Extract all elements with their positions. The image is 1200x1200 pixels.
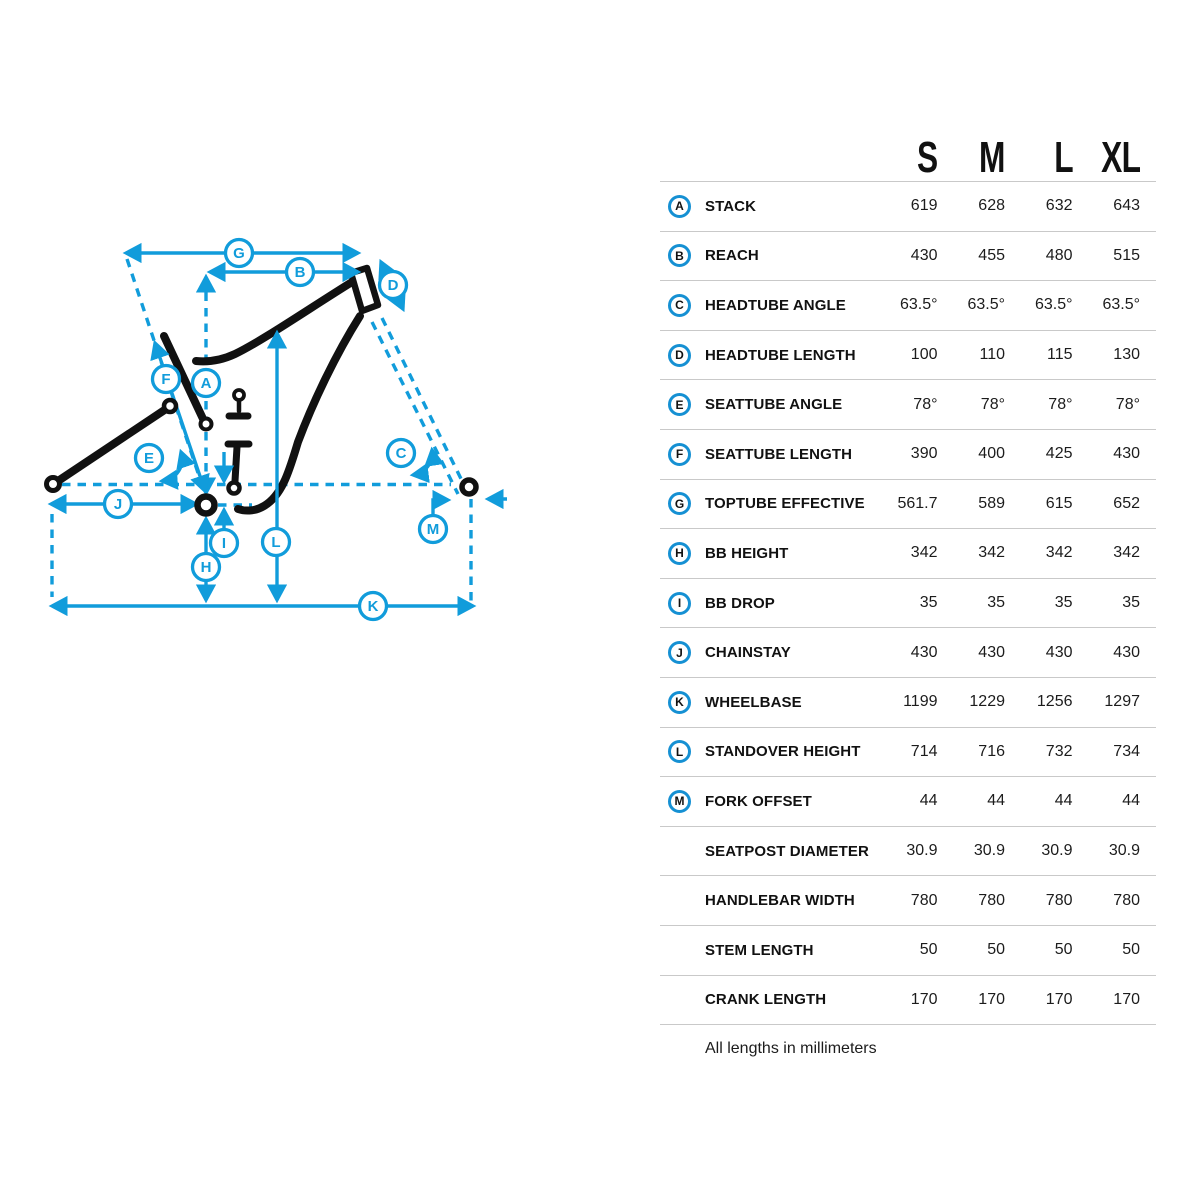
- geometry-table-row: [660, 827, 1156, 877]
- row-value-cell: 1229: [969, 693, 1005, 711]
- svg-text:M: M: [426, 521, 440, 539]
- row-value-cell: 63.5°: [1102, 296, 1140, 314]
- row-value-cell: 1256: [1036, 693, 1073, 711]
- row-value-cell: 589: [978, 494, 1005, 512]
- swingarm-pivot: [164, 400, 176, 412]
- size-header-m: M: [979, 132, 1005, 182]
- row-value-cell: 342: [1045, 544, 1073, 562]
- table-footnote: All lengths in millimeters: [705, 1040, 877, 1058]
- bike-geometry-diagram: [0, 0, 560, 1200]
- row-value-cell: 515: [1113, 246, 1140, 264]
- row-letter-badge: L: [668, 740, 691, 763]
- row-value-cell: 628: [978, 197, 1005, 215]
- row-value-cell: 170: [978, 990, 1005, 1008]
- svg-text:G: G: [233, 245, 245, 263]
- row-value-cell: 643: [1113, 197, 1140, 215]
- row-badge-column: [660, 344, 705, 367]
- row-measurement-label: STANDOVER HEIGHT: [705, 743, 861, 761]
- svg-text:L: L: [271, 534, 281, 552]
- svg-text:C: C: [395, 445, 407, 463]
- row-value-cell: 430: [978, 643, 1005, 661]
- row-value-cell: 50: [1054, 941, 1073, 959]
- shock-eyelet: [229, 483, 240, 494]
- row-value-cell: 632: [1045, 197, 1073, 215]
- row-measurement-label: HANDLEBAR WIDTH: [705, 892, 855, 910]
- geometry-table-row: [660, 579, 1156, 629]
- geometry-table-row: [660, 232, 1156, 282]
- shock-shaft: [235, 447, 237, 481]
- row-measurement-label: BB HEIGHT: [705, 544, 789, 562]
- row-value-cell: 44: [1054, 792, 1073, 810]
- seattube-angle-arc: [162, 452, 182, 481]
- row-value-cell: 780: [1113, 891, 1140, 909]
- fork-offset-leader-arrow: [433, 500, 448, 516]
- row-badge-column: [660, 393, 705, 416]
- row-measurement-label: FORK OFFSET: [705, 792, 812, 810]
- row-value-cell: 63.5°: [1034, 296, 1073, 314]
- row-letter-badge: K: [668, 691, 691, 714]
- row-value-cell: 342: [978, 544, 1005, 562]
- row-value-cell: 30.9: [973, 842, 1005, 860]
- bottom-bracket: [198, 497, 215, 514]
- geometry-table-row: [660, 480, 1156, 530]
- row-letter-badge: I: [668, 592, 691, 615]
- row-letter-badge: H: [668, 542, 691, 565]
- row-value-cell: 78°: [913, 395, 938, 413]
- row-letter-badge: F: [668, 443, 691, 466]
- dim-label-m: [420, 516, 447, 543]
- geometry-table-row: [660, 331, 1156, 381]
- row-badge-column: [660, 443, 705, 466]
- geometry-table-row: [660, 628, 1156, 678]
- table-rows: [660, 182, 1156, 1025]
- row-value-cell: 170: [910, 990, 938, 1008]
- rear-axle: [47, 478, 60, 491]
- row-measurement-label: BB DROP: [705, 594, 775, 612]
- svg-text:I: I: [221, 535, 227, 553]
- geometry-table-row: [660, 529, 1156, 579]
- dim-label-i: [211, 530, 238, 557]
- geometry-table-row: [660, 430, 1156, 480]
- dim-label-d: [380, 272, 407, 299]
- geometry-table-row: [660, 926, 1156, 976]
- row-value-cell: 430: [910, 246, 938, 264]
- row-measurement-label: SEATPOST DIAMETER: [705, 842, 869, 860]
- row-value-cell: 455: [978, 246, 1005, 264]
- row-value-cell: 615: [1045, 494, 1073, 512]
- row-letter-badge: E: [668, 393, 691, 416]
- row-value-cell: 714: [910, 742, 938, 760]
- construction-lines: [52, 259, 471, 601]
- dim-label-h: [193, 554, 220, 581]
- row-value-cell: 1297: [1104, 693, 1140, 711]
- head-tube: [351, 268, 378, 311]
- row-measurement-label: CRANK LENGTH: [705, 991, 827, 1009]
- row-value-cell: 110: [979, 346, 1005, 364]
- geometry-table-row: [660, 976, 1156, 1026]
- row-letter-badge: A: [668, 195, 691, 218]
- row-letter-badge: D: [668, 344, 691, 367]
- geometry-table-row: [660, 876, 1156, 926]
- row-value-cell: 44: [1122, 792, 1140, 810]
- row-value-cell: 35: [919, 594, 938, 612]
- row-value-cell: 63.5°: [899, 296, 938, 314]
- row-badge-column: [660, 294, 705, 317]
- row-value-cell: 425: [1045, 445, 1073, 463]
- svg-text:H: H: [200, 559, 212, 577]
- row-measurement-label: SEATTUBE ANGLE: [705, 396, 843, 414]
- dim-label-a: [193, 370, 220, 397]
- row-value-cell: 30.9: [906, 842, 938, 860]
- dim-label-f: [153, 366, 180, 393]
- row-value-cell: 44: [919, 792, 938, 810]
- svg-text:F: F: [161, 371, 171, 389]
- size-header-l: L: [1053, 132, 1073, 182]
- dim-label-c: [388, 440, 415, 467]
- row-value-cell: 342: [1113, 544, 1140, 562]
- row-value-cell: 50: [987, 941, 1005, 959]
- row-badge-column: [660, 691, 705, 714]
- svg-text:D: D: [387, 277, 399, 295]
- row-value-cell: 1199: [903, 693, 938, 711]
- row-value-cell: 430: [1113, 643, 1140, 661]
- geometry-table-row: [660, 777, 1156, 827]
- row-measurement-label: HEADTUBE LENGTH: [705, 346, 856, 364]
- row-value-cell: 780: [978, 891, 1005, 909]
- row-value-cell: 35: [1122, 594, 1140, 612]
- top-tube: [196, 282, 352, 361]
- seattube-pivot: [201, 419, 212, 430]
- row-measurement-label: WHEELBASE: [705, 693, 802, 711]
- row-measurement-label: SEATTUBE LENGTH: [705, 445, 853, 463]
- row-badge-column: [660, 542, 705, 565]
- row-value-cell: 430: [1045, 643, 1073, 661]
- row-value-cell: 30.9: [1108, 842, 1140, 860]
- svg-text:K: K: [367, 598, 379, 616]
- row-badge-column: [660, 641, 705, 664]
- row-value-cell: 78°: [1048, 395, 1073, 413]
- row-value-cell: 50: [1122, 941, 1140, 959]
- dim-label-e: [136, 445, 163, 472]
- row-value-cell: 400: [978, 445, 1005, 463]
- row-badge-column: [660, 492, 705, 515]
- row-value-cell: 170: [1045, 990, 1073, 1008]
- row-value-cell: 430: [910, 643, 938, 661]
- row-value-cell: 50: [919, 941, 938, 959]
- geometry-table-row: [660, 728, 1156, 778]
- row-value-cell: 130: [1113, 346, 1140, 364]
- row-value-cell: 35: [987, 594, 1005, 612]
- steering-axis-dashed-line: [372, 322, 458, 494]
- row-value-cell: 30.9: [1041, 842, 1073, 860]
- dim-label-g: [226, 240, 253, 267]
- row-value-cell: 780: [910, 891, 938, 909]
- size-header-xl: XL: [1100, 132, 1140, 182]
- row-value-cell: 652: [1113, 494, 1140, 512]
- row-value-cell: 561.7: [897, 494, 938, 512]
- dim-label-j: [105, 491, 132, 518]
- row-value-cell: 35: [1054, 594, 1073, 612]
- row-value-cell: 170: [1113, 990, 1140, 1008]
- row-letter-badge: G: [668, 492, 691, 515]
- front-axle: [462, 480, 476, 494]
- row-measurement-label: TOPTUBE EFFECTIVE: [705, 495, 865, 513]
- row-value-cell: 734: [1113, 742, 1140, 760]
- row-value-cell: 619: [910, 197, 938, 215]
- row-measurement-label: HEADTUBE ANGLE: [705, 296, 846, 314]
- row-measurement-label: REACH: [705, 247, 759, 265]
- svg-text:A: A: [200, 375, 212, 393]
- geometry-table-row: [660, 182, 1156, 232]
- svg-text:E: E: [143, 450, 155, 468]
- row-letter-badge: C: [668, 294, 691, 317]
- row-measurement-label: STACK: [705, 197, 757, 215]
- geometry-table: [660, 128, 1156, 1058]
- row-letter-badge: B: [668, 244, 691, 267]
- row-value-cell: 78°: [1115, 395, 1140, 413]
- size-header-s: S: [917, 132, 938, 182]
- row-badge-column: [660, 740, 705, 763]
- dim-label-b: [287, 259, 314, 286]
- row-value-cell: 78°: [980, 395, 1005, 413]
- saddle-clamp-ring: [234, 390, 244, 400]
- row-badge-column: [660, 244, 705, 267]
- row-value-cell: 100: [910, 346, 938, 364]
- svg-text:B: B: [294, 264, 306, 282]
- row-value-cell: 780: [1045, 891, 1073, 909]
- geometry-table-row: [660, 678, 1156, 728]
- row-value-cell: 342: [910, 544, 938, 562]
- row-letter-badge: M: [668, 790, 691, 813]
- geometry-table-row: [660, 281, 1156, 331]
- row-badge-column: [660, 592, 705, 615]
- row-value-cell: 44: [987, 792, 1005, 810]
- dim-label-l: [263, 529, 290, 556]
- svg-text:J: J: [113, 496, 123, 514]
- row-value-cell: 716: [978, 742, 1005, 760]
- row-value-cell: 115: [1046, 346, 1073, 364]
- geometry-table-row: [660, 380, 1156, 430]
- size-header-row: [660, 128, 1156, 182]
- row-letter-badge: J: [668, 641, 691, 664]
- row-measurement-label: CHAINSTAY: [705, 644, 791, 662]
- row-value-cell: 63.5°: [967, 296, 1005, 314]
- row-value-cell: 430: [1113, 445, 1140, 463]
- row-value-cell: 390: [910, 445, 938, 463]
- row-value-cell: 480: [1045, 246, 1073, 264]
- row-measurement-label: STEM LENGTH: [705, 941, 814, 959]
- dim-label-k: [360, 593, 387, 620]
- row-badge-column: [660, 790, 705, 813]
- row-badge-column: [660, 195, 705, 218]
- row-value-cell: 732: [1045, 742, 1073, 760]
